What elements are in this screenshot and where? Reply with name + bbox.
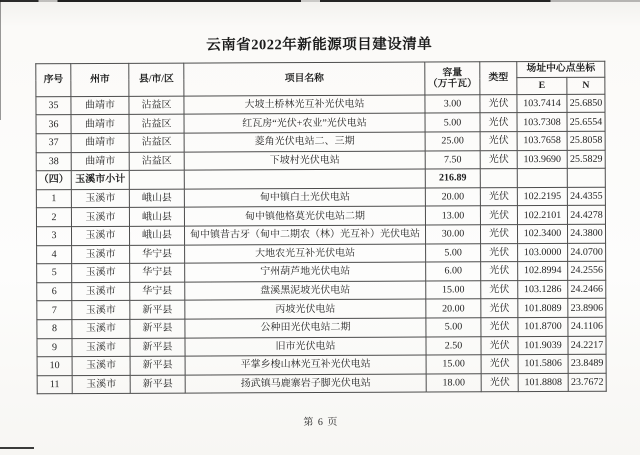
header-seq: 序号: [36, 64, 71, 97]
cell-county: 新平县: [130, 319, 185, 338]
cell-type: 光伏: [481, 280, 518, 299]
table-row: [37, 317, 606, 338]
page-number: 第 6 页: [303, 416, 339, 429]
cell-seq: 4: [37, 245, 72, 264]
cell-e: 103.7414: [517, 94, 567, 113]
cell-capacity: 18.00: [426, 373, 481, 392]
cell-n: 23.7672: [568, 373, 606, 392]
cell-type: 光伏: [480, 94, 517, 113]
cell-city: 玉溪市: [72, 245, 130, 264]
table-header: [36, 61, 605, 96]
cell-type: 光伏: [481, 355, 518, 374]
cell-capacity: 15.00: [426, 281, 481, 300]
cell-seq: 8: [37, 319, 72, 338]
header-city: 州市: [71, 63, 129, 96]
cell-county: 峨山县: [129, 189, 184, 208]
cell-city: 玉溪市: [71, 208, 129, 227]
cell-city: 玉溪市: [72, 301, 130, 320]
cell-capacity: 2.50: [426, 336, 481, 355]
cell-county: 新平县: [130, 356, 185, 375]
header-project: 项目名称: [184, 62, 425, 96]
cell-county: 沾益区: [129, 114, 184, 133]
table-row: [37, 243, 606, 264]
table-row: [37, 336, 606, 357]
cell-e: 101.9039: [518, 336, 568, 355]
cell-seq: 1: [36, 189, 71, 208]
cell-n: 24.2217: [568, 336, 606, 355]
table-row: [36, 150, 605, 171]
cell-city: 玉溪市: [72, 356, 130, 375]
table-row: [37, 261, 606, 282]
cell-e: 101.8089: [518, 299, 568, 318]
header-coordinate-e: E: [517, 78, 567, 95]
cell-county: 沾益区: [129, 96, 184, 115]
cell-seq: 3: [36, 227, 71, 246]
cell-seq: 38: [36, 152, 71, 171]
header-coordinates: 场址中心点坐标: [517, 61, 605, 78]
cell-capacity: 5.00: [425, 113, 480, 132]
cell-seq: 9: [37, 338, 72, 357]
cell-project: 公种田光伏电站二期: [185, 318, 426, 338]
table-body: [36, 94, 606, 394]
table-row: [36, 224, 605, 245]
cell-n: 25.6554: [567, 113, 605, 132]
table-row: [36, 94, 605, 115]
cell-capacity: 20.00: [426, 299, 481, 318]
cell-seq: 7: [37, 301, 72, 320]
cell-project: 丙坡光伏电站: [185, 299, 426, 319]
cell-type: 光伏: [480, 206, 517, 225]
cell-n: 24.1106: [568, 317, 606, 336]
table-row: [36, 131, 605, 152]
header-capacity-line2: （万千瓦）: [427, 78, 477, 90]
cell-e: 103.1286: [518, 280, 568, 299]
cell-county: [129, 170, 184, 189]
cell-county: 沾益区: [129, 152, 184, 171]
cell-project: 盘溪黑泥坡光伏电站: [185, 281, 426, 301]
cell-project: 甸中镇昔古牙（甸中二期农（林）光互补）光伏电站: [184, 225, 425, 245]
cell-e: 101.8808: [518, 373, 568, 392]
cell-county: 峨山县: [129, 207, 184, 226]
cell-city: 玉溪市: [72, 263, 130, 282]
cell-project: 大地农光互补光伏电站: [185, 244, 426, 264]
table-row: [36, 206, 605, 227]
cell-type: 光伏: [480, 113, 517, 132]
cell-e: 102.8994: [518, 262, 568, 281]
cell-project: 旧市光伏电站: [185, 337, 426, 357]
cell-e: 102.2195: [517, 187, 567, 206]
cell-seq: （四）: [36, 171, 71, 190]
cell-e: 101.5806: [518, 355, 568, 374]
cell-project: 甸中镇他格莫光伏电站二期: [184, 206, 425, 226]
cell-city: 曲靖市: [71, 152, 129, 171]
cell-seq: 10: [37, 357, 72, 376]
cell-capacity: 20.00: [425, 188, 480, 207]
cell-city: 曲靖市: [71, 133, 129, 152]
header-capacity-line1: 容量: [442, 67, 463, 79]
cell-n: 25.8058: [567, 131, 605, 150]
cell-capacity: 13.00: [425, 206, 480, 225]
table-row: [37, 373, 606, 394]
cell-n: 24.0700: [568, 243, 606, 262]
cell-city: 玉溪市小计: [71, 170, 129, 189]
cell-project: 平掌乡梭山林光互补光伏电站: [185, 355, 426, 375]
cell-e: 103.7308: [517, 113, 567, 132]
cell-n: 24.4355: [567, 187, 605, 206]
cell-project: 下坡村光伏电站: [184, 151, 425, 171]
cell-n: 23.8489: [568, 354, 606, 373]
cell-city: 曲靖市: [71, 96, 129, 115]
subtotal-row: [36, 168, 605, 189]
header-county: 县/市/区: [129, 63, 184, 96]
cell-e: 102.3400: [517, 224, 567, 243]
cell-city: 玉溪市: [72, 338, 130, 357]
table-row: [37, 280, 606, 301]
cell-county: 华宁县: [130, 245, 185, 264]
cell-county: 峨山县: [129, 226, 184, 245]
cell-capacity: 15.00: [426, 355, 481, 374]
cell-seq: 2: [36, 208, 71, 227]
table-row: [37, 299, 606, 320]
cell-capacity: 216.89: [425, 169, 480, 188]
cell-project: 甸中镇白土光伏电站: [184, 188, 425, 208]
cell-e: 102.2101: [517, 206, 567, 225]
cell-type: 光伏: [481, 373, 518, 392]
cell-city: 玉溪市: [72, 319, 130, 338]
table-row: [36, 187, 605, 208]
cell-seq: 36: [36, 115, 71, 134]
cell-type: 光伏: [481, 299, 518, 318]
cell-capacity: 25.00: [425, 132, 480, 151]
cell-n: 24.3800: [567, 224, 605, 243]
cell-county: 沾益区: [129, 133, 184, 152]
cell-county: 新平县: [130, 375, 185, 394]
cell-capacity: 7.50: [425, 150, 480, 169]
cell-city: 玉溪市: [72, 375, 130, 394]
cell-city: 玉溪市: [71, 226, 129, 245]
cell-county: 新平县: [130, 300, 185, 319]
cell-project: 菱角光伏电站二、三期: [184, 132, 425, 152]
cell-e: 103.9690: [517, 150, 567, 169]
header-type: 类型: [480, 62, 517, 95]
cell-project: 大坡土桥林光互补光伏电站: [184, 95, 425, 115]
cell-n: 24.4278: [567, 206, 605, 225]
project-table: [35, 61, 606, 395]
cell-e: 101.8700: [518, 317, 568, 336]
cell-n: 25.6850: [567, 94, 605, 113]
cell-e: 103.0000: [518, 243, 568, 262]
cell-county: 华宁县: [130, 282, 185, 301]
cell-seq: 35: [36, 96, 71, 115]
cell-type: [480, 169, 517, 188]
cell-city: 玉溪市: [71, 189, 129, 208]
table-row: [36, 113, 605, 134]
cell-capacity: 5.00: [426, 243, 481, 262]
header-coordinate-n: N: [567, 78, 605, 95]
cell-type: 光伏: [481, 262, 518, 281]
cell-type: 光伏: [480, 225, 517, 244]
cell-seq: 5: [37, 264, 72, 283]
cell-type: 光伏: [481, 243, 518, 262]
cell-seq: 37: [36, 134, 71, 153]
cell-e: 103.7658: [517, 131, 567, 150]
cell-n: 24.2556: [568, 261, 606, 280]
header-capacity: [425, 62, 480, 95]
cell-city: 玉溪市: [72, 282, 130, 301]
cell-type: 光伏: [481, 318, 518, 337]
cell-project: 红瓦房“光伏+农业”光伏电站: [184, 113, 425, 133]
cell-project: 宁州葫芦地光伏电站: [185, 262, 426, 282]
cell-county: 华宁县: [130, 263, 185, 282]
table-row: [37, 354, 606, 375]
cell-e: [517, 169, 567, 188]
cell-seq: 6: [37, 282, 72, 301]
cell-city: 曲靖市: [71, 115, 129, 134]
page-title: 云南省2022年新能源项目建设清单: [206, 36, 433, 54]
cell-n: 24.2466: [568, 280, 606, 299]
cell-n: 23.8906: [568, 299, 606, 318]
cell-county: 新平县: [130, 338, 185, 357]
cell-capacity: 5.00: [426, 318, 481, 337]
cell-type: 光伏: [480, 150, 517, 169]
cell-type: 光伏: [480, 132, 517, 151]
cell-type: 光伏: [480, 187, 517, 206]
cell-project: 扬武镇马鹿寨岩子脚光伏电站: [185, 374, 426, 394]
cell-capacity: 6.00: [426, 262, 481, 281]
cell-seq: 11: [37, 375, 72, 394]
cell-type: 光伏: [481, 336, 518, 355]
cell-capacity: 3.00: [425, 95, 480, 114]
cell-n: 25.5829: [567, 150, 605, 169]
cell-project: [184, 169, 425, 189]
cell-capacity: 30.00: [425, 225, 480, 244]
cell-n: [567, 168, 605, 187]
